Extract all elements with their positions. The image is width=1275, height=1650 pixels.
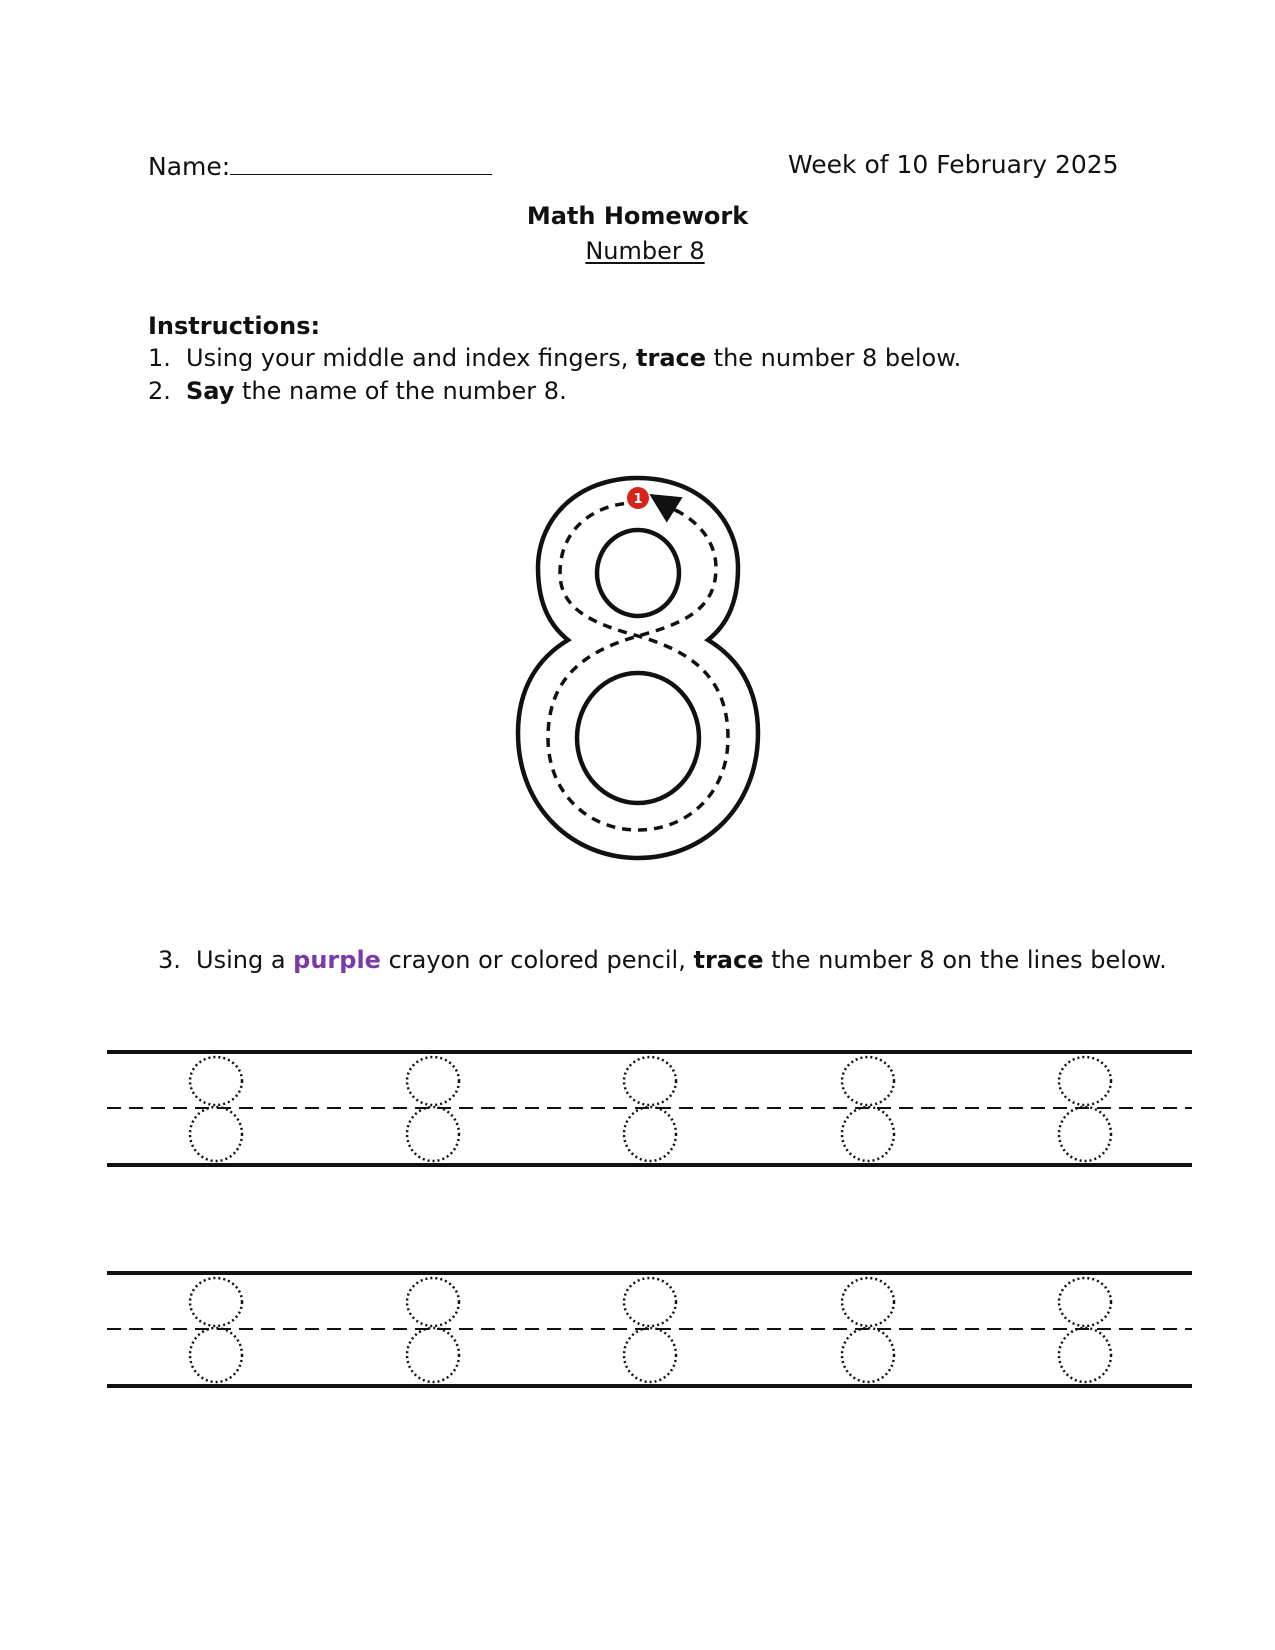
dotted-eight-icon[interactable] (624, 1057, 676, 1161)
dotted-eight-icon[interactable] (190, 1278, 242, 1382)
dotted-eight-loop (190, 1107, 242, 1161)
name-blank-line[interactable] (230, 150, 492, 175)
dotted-eight-icon[interactable] (1059, 1057, 1111, 1161)
dotted-eight-icon[interactable] (407, 1278, 459, 1382)
start-marker-label: 1 (633, 492, 643, 507)
eight-dashed-guide (548, 503, 728, 830)
step-number: 3. (158, 946, 181, 974)
step-text-after: the number 8 on the lines below. (763, 946, 1167, 974)
instruction-step-2 (148, 377, 567, 405)
dotted-eight-loop (842, 1057, 894, 1105)
dotted-eight-loop (1059, 1107, 1111, 1161)
dotted-eight-loop (1059, 1278, 1111, 1326)
step-keyword: trace (636, 344, 707, 372)
dotted-eight-loop (407, 1328, 459, 1382)
dotted-eight-loop (407, 1107, 459, 1161)
step-text-after: the number 8 below. (706, 344, 962, 372)
dotted-eight-icon[interactable] (407, 1057, 459, 1161)
step-number: 2. (148, 377, 171, 405)
dotted-eight-loop (842, 1328, 894, 1382)
dotted-eight-icon[interactable] (842, 1278, 894, 1382)
step-text-before: Using a (196, 946, 294, 974)
dotted-eight-loop (190, 1057, 242, 1105)
instruction-step-3 (158, 946, 1167, 974)
name-label: Name: (148, 152, 231, 181)
dotted-eight-loop (624, 1057, 676, 1105)
instructions-heading: Instructions: (148, 312, 321, 340)
instruction-step-1 (148, 344, 961, 372)
step-number: 1. (148, 344, 171, 372)
eight-upper-hole (597, 530, 679, 616)
dotted-eight-loop (407, 1057, 459, 1105)
dotted-eight-loop (624, 1278, 676, 1326)
dotted-eight-loop (407, 1278, 459, 1326)
week-label: Week of 10 February 2025 (788, 150, 1119, 179)
color-keyword: purple (293, 946, 381, 974)
eight-lower-hole (577, 673, 699, 803)
dotted-eight-loop (624, 1328, 676, 1382)
eight-arrow-icon (662, 502, 678, 512)
dotted-eight-loop (842, 1107, 894, 1161)
dotted-eight-loop (1059, 1057, 1111, 1105)
dotted-eight-loop (842, 1278, 894, 1326)
dotted-eight-loop (190, 1328, 242, 1382)
practice-row-1[interactable] (107, 1052, 1192, 1165)
step-text-after: the name of the number 8. (234, 377, 567, 405)
step-keyword: trace (693, 946, 764, 974)
step-keyword: Say (186, 377, 235, 405)
page-title: Math Homework (526, 202, 749, 230)
dotted-eight-icon[interactable] (190, 1057, 242, 1161)
dotted-eight-icon[interactable] (842, 1057, 894, 1161)
dotted-eight-loop (190, 1278, 242, 1326)
practice-row-2[interactable] (107, 1273, 1192, 1386)
dotted-eight-icon[interactable] (624, 1278, 676, 1382)
step-text-middle: crayon or colored pencil, (380, 946, 694, 974)
dotted-eight-loop (624, 1107, 676, 1161)
dotted-eight-loop (1059, 1328, 1111, 1382)
large-tracing-eight[interactable] (508, 468, 768, 868)
dotted-eight-icon[interactable] (1059, 1278, 1111, 1382)
page-subtitle: Number 8 (585, 237, 705, 265)
step-text-before: Using your middle and index fingers, (186, 344, 637, 372)
name-field[interactable] (148, 150, 492, 181)
